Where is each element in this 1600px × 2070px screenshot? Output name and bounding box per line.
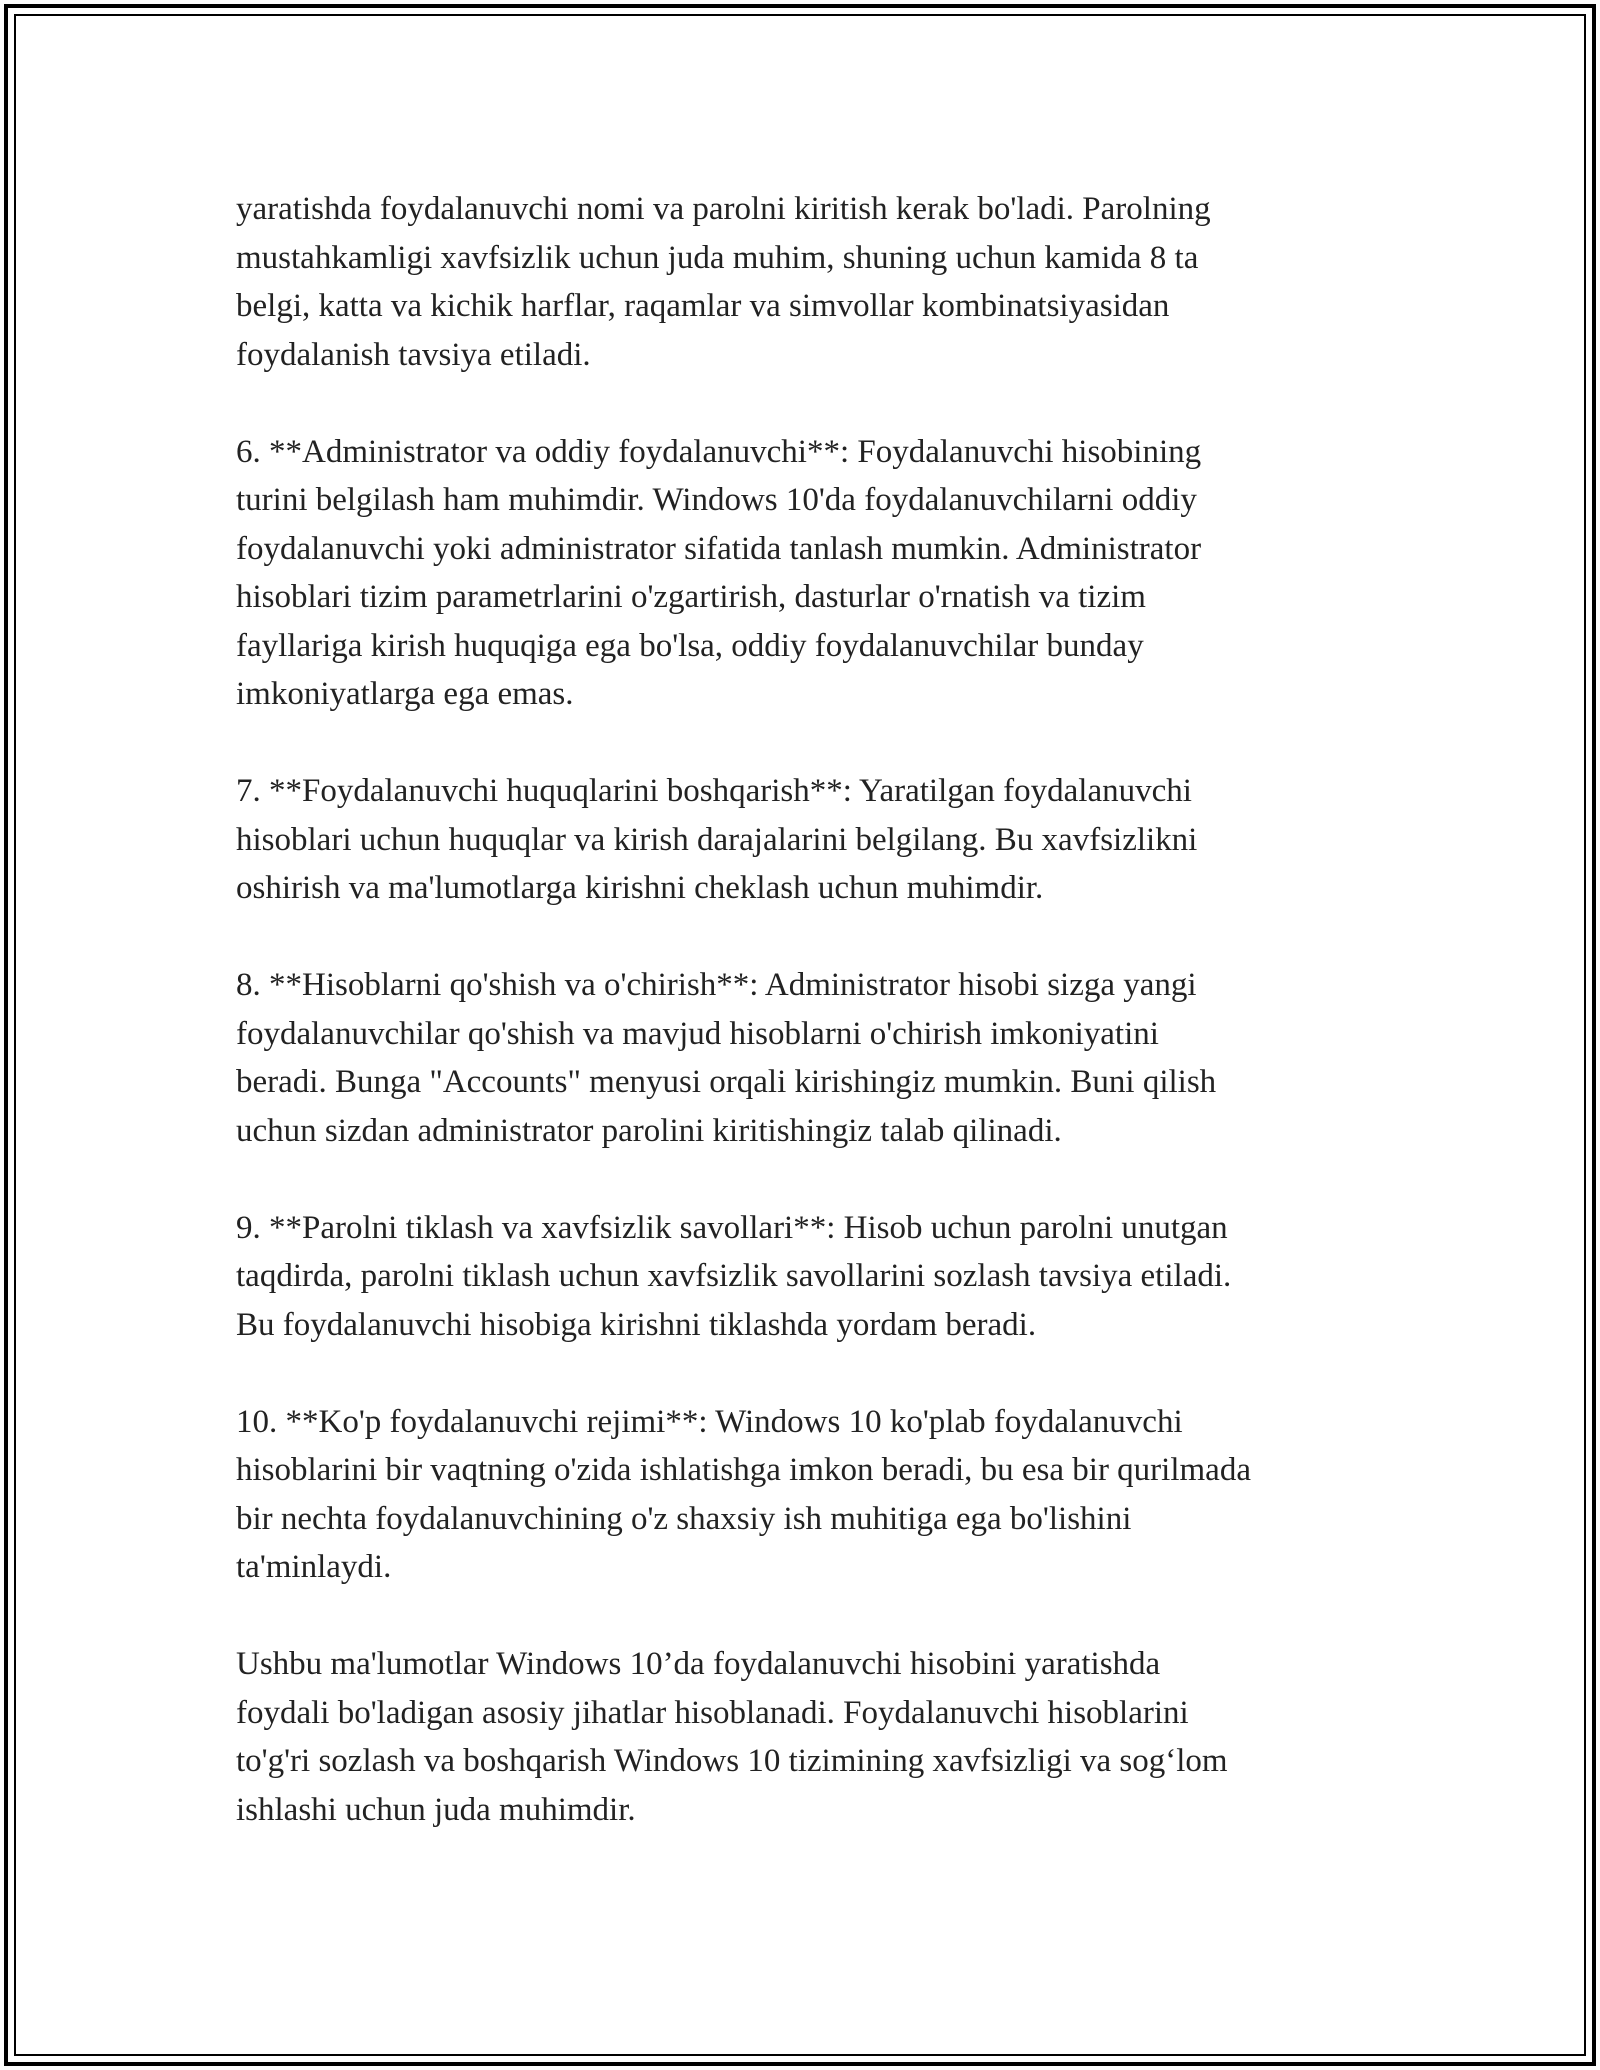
paragraph-conclusion: Ushbu ma'lumotlar Windows 10’da foydalanuvchi hisobini yaratishda foydali bo'ladigan asosiy jihatlar hisoblanadi. Foydalanuvchi hisoblarini to'g'ri sozlash va boshqarish Windows 10 tizimining xavfsizligi va sog‘lom ishlashi uchun juda muhimdir. xyxy=(236,1646,1228,1828)
paragraph-item-9: 9. **Parolni tiklash va xavfsizlik savollari**: Hisob uchun parolni unutgan taqdirda, parolni tiklash uchun xavfsizlik savollarini sozlash tavsiya etiladi. Bu foydalanuvchi hisobiga kirishni tiklashda yordam beradi. xyxy=(236,1209,1232,1343)
paragraph-item-7: 7. **Foydalanuvchi huquqlarini boshqarish**: Yaratilgan foydalanuvchi hisoblari uchun huquqlar va kirish darajalarini belgilang. Bu xavfsizlikni oshirish va ma'lumotlarga kirishni cheklash uchun muhimdir. xyxy=(236,773,1198,906)
paragraph-item-8: 8. **Hisoblarni qo'shish va o'chirish**: Administrator hisobi sizga yangi foydalanuvchilar qo'shish va mavjud hisoblarni o'chirish imkoniyatini beradi. Bunga "Accounts" menyusi orqali kirishingiz mumkin. Buni qilish uchun sizdan administrator parolini kiritishingiz talab qilinadi. xyxy=(236,967,1217,1149)
document-body xyxy=(236,185,1396,1883)
paragraph-item-6: 6. **Administrator va oddiy foydalanuvchi**: Foydalanuvchi hisobining turini belgilash ham muhimdir. Windows 10'da foydalanuvchilarni oddiy foydalanuvchi yoki administrator sifatida tanlash mumkin. Administrator hisoblari tizim parametrlarini o'zgartirish, dasturlar o'rnatish va tizim fayllariga kirish huquqiga ega bo'lsa, oddiy foydalanuvchilar bunday imkoniyatlarga ega emas. xyxy=(236,433,1202,712)
paragraph-intro-continuation: yaratishda foydalanuvchi nomi va parolni kiritish kerak bo'ladi. Parolning mustahkamligi xavfsizlik uchun juda muhim, shuning uchun kamida 8 ta belgi, katta va kichik harflar, raqamlar va simvollar kombinatsiyasidan foydalanish tavsiya etiladi. xyxy=(236,191,1211,373)
paragraph-item-10: 10. **Ko'p foydalanuvchi rejimi**: Windows 10 ko'plab foydalanuvchi hisoblarini bir vaqtning o'zida ishlatishga imkon beradi, bu esa bir qurilmada bir nechta foydalanuvchining o'z shaxsiy ish muhitiga ega bo'lishini ta'minlaydi. xyxy=(236,1403,1251,1585)
